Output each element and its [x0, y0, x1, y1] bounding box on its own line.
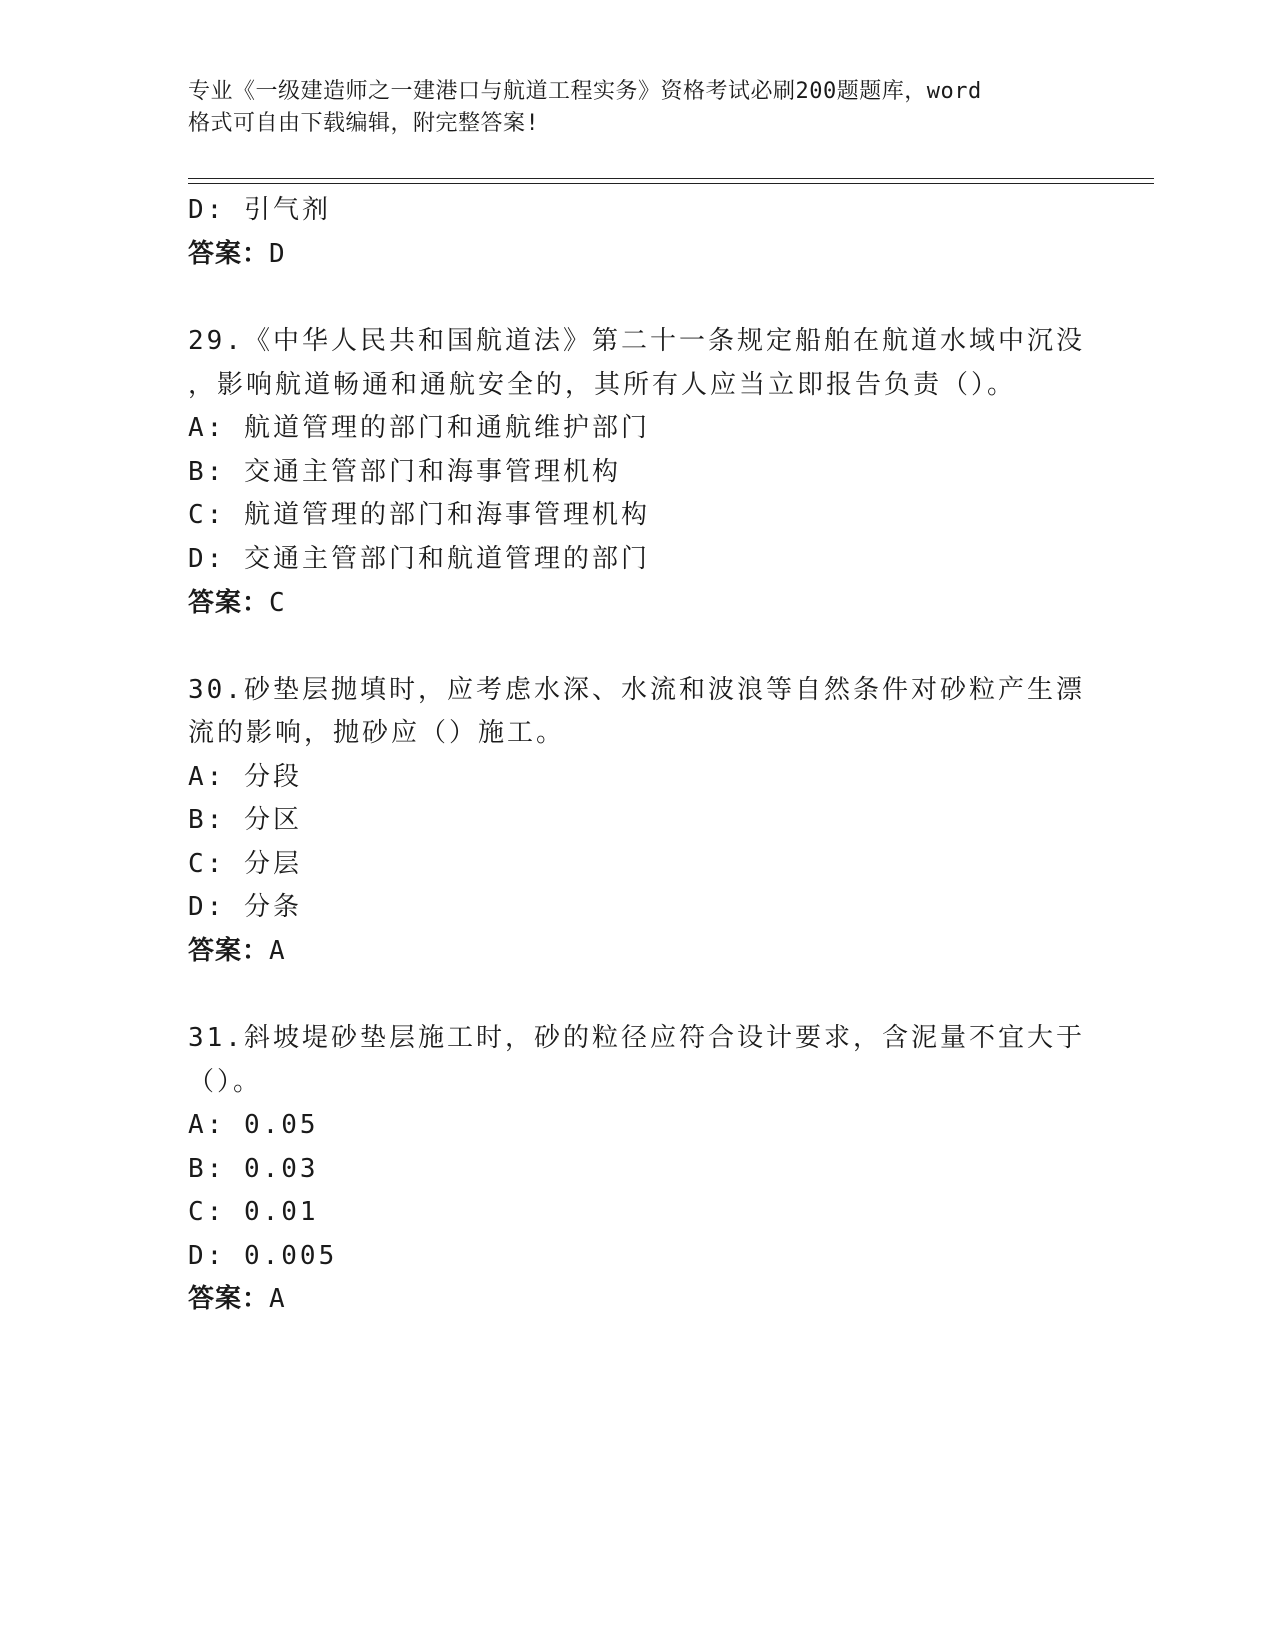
- answer-label: 答案：: [188, 936, 270, 966]
- option-c: C: 0.01: [188, 1197, 319, 1227]
- header-rule-bottom: [188, 183, 1154, 184]
- option-b: B: 交通主管部门和海事管理机构: [188, 457, 621, 487]
- question-stem-line-1: 30.砂垫层抛填时，应考虑水深、水流和波浪等自然条件对砂粒产生漂: [188, 675, 1085, 705]
- answer-line: [188, 586, 286, 620]
- option-d: D: 0.005: [188, 1241, 338, 1271]
- question-stem-line-2: 流的影响，抛砂应（）施工。: [188, 718, 566, 748]
- option-b: B: 0.03: [188, 1154, 319, 1184]
- question-stem-line-1: 29.《中华人民共和国航道法》第二十一条规定船舶在航道水域中沉没: [188, 326, 1085, 356]
- header-rule-top: [188, 178, 1154, 179]
- answer-line: [188, 237, 286, 271]
- header-line-1: 专业《一级建造师之一建港口与航道工程实务》资格考试必刷200题题库，word: [188, 79, 982, 104]
- answer-value: A: [269, 1284, 286, 1314]
- answer-label: 答案：: [188, 588, 270, 618]
- question-stem-line-2: ，影响航道畅通和通航安全的，其所有人应当立即报告负责（）。: [188, 370, 1017, 400]
- option-a: A: 航道管理的部门和通航维护部门: [188, 413, 650, 443]
- answer-value: D: [269, 239, 286, 269]
- answer-line: [188, 1282, 286, 1316]
- answer-value: A: [269, 936, 286, 966]
- answer-line: [188, 934, 286, 968]
- option-d: D: 分条: [188, 892, 302, 922]
- option-c: C: 航道管理的部门和海事管理机构: [188, 500, 650, 530]
- answer-label: 答案：: [188, 239, 270, 269]
- option-d: D: 引气剂: [188, 195, 331, 225]
- option-a: A: 0.05: [188, 1110, 319, 1140]
- page-header: [188, 76, 1068, 140]
- question-stem-line-2: （）。: [188, 1067, 263, 1097]
- option-b: B: 分区: [188, 805, 302, 835]
- header-line-2: 格式可自由下载编辑，附完整答案!: [188, 111, 540, 136]
- question-stem-line-1: 31.斜坡堤砂垫层施工时，砂的粒径应符合设计要求，含泥量不宜大于: [188, 1023, 1085, 1053]
- option-d: D: 交通主管部门和航道管理的部门: [188, 544, 650, 574]
- answer-value: C: [269, 588, 286, 618]
- option-a: A: 分段: [188, 762, 302, 792]
- option-c: C: 分层: [188, 849, 302, 879]
- answer-label: 答案：: [188, 1284, 270, 1314]
